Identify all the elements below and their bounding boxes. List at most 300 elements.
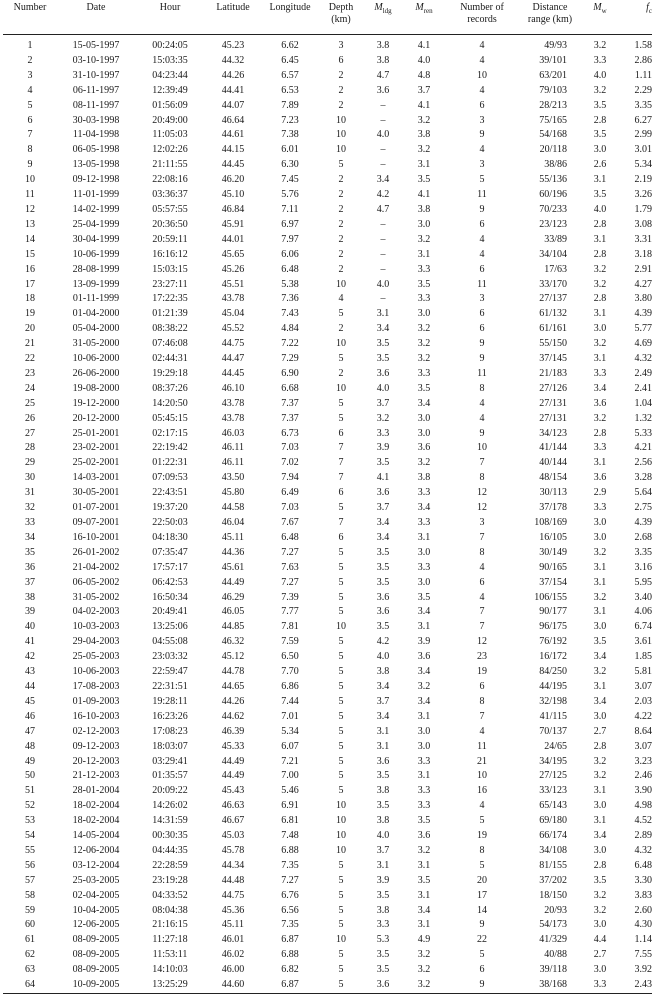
cell-distance: 34/108 (539, 844, 567, 856)
cell-hour: 22:08:16 (152, 174, 188, 186)
cell-depth: 7 (338, 442, 344, 454)
cell-records: 12 (477, 487, 487, 499)
cell-mren: 3.1 (417, 859, 431, 871)
cell-number: 15 (25, 248, 35, 260)
cell-fc: 5.95 (634, 576, 652, 588)
cell-depth: 10 (336, 621, 346, 633)
cell-fc: 2.43 (634, 979, 652, 991)
col-mren-subscript: ren (423, 7, 433, 15)
cell-longitude: 6.86 (281, 680, 299, 692)
col-records-line1: Number of (460, 2, 504, 13)
cell-mw: 3.2 (593, 412, 607, 424)
cell-depth: 3 (338, 40, 344, 51)
cell-latitude: 45.91 (221, 218, 245, 230)
cell-depth: 6 (338, 427, 344, 439)
cell-number: 45 (25, 695, 35, 707)
cell-longitude: 6.49 (281, 487, 299, 499)
cell-date: 25-02-2001 (72, 457, 120, 469)
cell-latitude: 44.75 (221, 338, 245, 350)
cell-mldg: 3.6 (376, 606, 390, 618)
cell-depth: 6 (338, 531, 344, 543)
cell-latitude: 44.34 (221, 859, 245, 871)
table-row (3, 680, 652, 695)
cell-date: 18-02-2004 (72, 800, 120, 812)
cell-records: 22 (477, 934, 487, 946)
cell-hour: 03:29:41 (152, 755, 188, 767)
cell-distance: 41/115 (539, 710, 567, 722)
cell-mldg: 3.5 (376, 546, 390, 558)
cell-mren: 3.2 (417, 844, 431, 856)
cell-mldg: 4.1 (376, 472, 390, 484)
cell-fc: 3.90 (634, 785, 652, 797)
cell-date: 13-05-1998 (72, 159, 120, 171)
cell-mw: 2.8 (593, 248, 607, 260)
cell-number: 57 (25, 874, 35, 886)
cell-latitude: 46.39 (221, 725, 245, 737)
cell-records: 11 (477, 189, 487, 201)
cell-fc: 8.64 (634, 725, 652, 737)
cell-fc: 3.40 (634, 591, 652, 603)
cell-distance: 90/165 (539, 561, 567, 573)
cell-longitude: 7.27 (281, 576, 299, 588)
table-row (3, 337, 652, 352)
cell-mldg: 3.5 (376, 457, 390, 469)
cell-distance: 37/154 (539, 576, 567, 588)
cell-date: 21-04-2002 (72, 561, 120, 573)
cell-date: 10-03-2003 (72, 621, 120, 633)
cell-mldg: 3.6 (376, 755, 390, 767)
cell-depth: 5 (338, 680, 344, 692)
cell-hour: 22:43:51 (152, 487, 188, 499)
cell-distance: 54/173 (539, 919, 567, 931)
cell-date: 29-04-2003 (72, 636, 120, 648)
cell-distance: 33/123 (539, 785, 567, 797)
cell-records: 5 (479, 949, 485, 961)
cell-records: 8 (479, 695, 485, 707)
cell-mldg: 5.3 (376, 934, 390, 946)
cell-hour: 16:23:26 (152, 710, 188, 722)
cell-longitude: 6.56 (281, 904, 299, 916)
cell-depth: 5 (338, 889, 344, 901)
cell-distance: 27/137 (539, 293, 567, 305)
cell-records: 9 (479, 203, 485, 215)
cell-hour: 04:18:30 (152, 531, 188, 543)
cell-mren: 3.1 (417, 770, 431, 782)
cell-records: 4 (479, 54, 485, 66)
cell-hour: 00:24:05 (152, 40, 188, 51)
cell-latitude: 45.11 (221, 531, 245, 543)
table-row (3, 486, 652, 501)
cell-number: 13 (25, 218, 35, 230)
cell-date: 19-08-2000 (72, 382, 120, 394)
cell-mw: 3.5 (593, 189, 607, 201)
cell-mldg: 3.4 (376, 680, 390, 692)
cell-depth: 2 (338, 218, 344, 230)
cell-date: 10-06-2000 (72, 353, 120, 365)
cell-records: 6 (479, 323, 485, 335)
cell-longitude: 5.38 (281, 278, 299, 290)
cell-number: 50 (25, 770, 35, 782)
cell-mw: 3.1 (593, 457, 607, 469)
table-body (3, 35, 652, 994)
cell-fc: 2.75 (634, 502, 652, 514)
cell-distance: 33/89 (544, 233, 567, 245)
cell-mw: 3.1 (593, 233, 607, 245)
cell-longitude: 6.48 (281, 263, 299, 275)
cell-number: 6 (27, 114, 33, 126)
cell-longitude: 7.43 (281, 308, 299, 320)
cell-number: 47 (25, 725, 35, 737)
cell-date: 25-01-2001 (72, 427, 120, 439)
cell-longitude: 6.68 (281, 382, 299, 394)
cell-longitude: 5.34 (281, 725, 299, 737)
cell-distance: 23/123 (539, 218, 567, 230)
cell-latitude: 45.23 (221, 40, 245, 51)
table-row (3, 397, 652, 412)
cell-mw: 3.1 (593, 561, 607, 573)
cell-number: 52 (25, 800, 35, 812)
cell-depth: 10 (336, 815, 346, 827)
cell-mldg: 3.5 (376, 964, 390, 976)
cell-fc: 4.69 (634, 338, 652, 350)
table-row (3, 576, 652, 591)
cell-hour: 22:31:51 (152, 680, 188, 692)
cell-records: 14 (477, 904, 487, 916)
cell-latitude: 46.84 (221, 203, 245, 215)
cell-mldg: 3.6 (376, 591, 390, 603)
cell-distance: 70/137 (539, 725, 567, 737)
cell-longitude: 6.73 (281, 427, 299, 439)
table-row (3, 963, 652, 978)
cell-date: 19-12-2000 (72, 397, 120, 409)
cell-mw: 3.0 (593, 710, 607, 722)
cell-latitude: 45.78 (221, 844, 245, 856)
table-row (3, 352, 652, 367)
cell-longitude: 7.39 (281, 591, 299, 603)
cell-records: 4 (479, 248, 485, 260)
table-row (3, 278, 652, 293)
cell-longitude: 7.77 (281, 606, 299, 618)
cell-mren: 3.2 (417, 979, 431, 991)
table-row (3, 710, 652, 725)
cell-mw: 3.0 (593, 844, 607, 856)
cell-records: 10 (477, 770, 487, 782)
cell-mw: 3.3 (593, 502, 607, 514)
cell-mw: 2.8 (593, 218, 607, 230)
cell-mren: 3.7 (417, 84, 431, 96)
cell-date: 25-05-2003 (72, 651, 120, 663)
cell-fc: 1.85 (634, 651, 652, 663)
table-row (3, 933, 652, 948)
cell-mw: 2.7 (593, 949, 607, 961)
cell-date: 01-04-2000 (72, 308, 120, 320)
cell-longitude: 7.03 (281, 502, 299, 514)
cell-number: 21 (25, 338, 35, 350)
cell-date: 28-01-2004 (72, 785, 120, 797)
cell-depth: 10 (336, 338, 346, 350)
table-row (3, 188, 652, 203)
cell-date: 14-05-2004 (72, 830, 120, 842)
cell-mldg: 3.4 (376, 323, 390, 335)
cell-mren: 4.8 (417, 69, 431, 81)
cell-fc: 1.79 (634, 203, 652, 215)
cell-latitude: 44.07 (221, 99, 245, 111)
cell-number: 9 (27, 159, 33, 171)
cell-longitude: 7.35 (281, 859, 299, 871)
cell-date: 01-11-1999 (72, 293, 120, 305)
cell-depth: 5 (338, 979, 344, 991)
cell-depth: 7 (338, 517, 344, 528)
cell-number: 39 (25, 606, 35, 618)
cell-number: 14 (25, 233, 35, 245)
cell-mldg: 4.7 (376, 69, 390, 81)
table-row (3, 143, 652, 158)
col-number: Number (13, 2, 47, 13)
cell-longitude: 6.87 (281, 934, 299, 946)
cell-longitude: 7.22 (281, 338, 299, 350)
cell-mldg: 3.2 (376, 412, 390, 424)
col-latitude: Latitude (216, 2, 250, 13)
cell-mw: 3.2 (593, 889, 607, 901)
cell-date: 23-02-2001 (72, 442, 120, 454)
cell-depth: 5 (338, 949, 344, 961)
cell-mw: 3.6 (593, 397, 607, 409)
table-row (3, 650, 652, 665)
cell-records: 17 (477, 889, 487, 901)
col-depth-unit: (km) (331, 14, 351, 25)
cell-depth: 5 (338, 964, 344, 976)
cell-records: 6 (479, 263, 485, 275)
cell-date: 25-04-1999 (72, 218, 120, 230)
cell-latitude: 44.49 (221, 576, 245, 588)
cell-records: 5 (479, 174, 485, 186)
cell-fc: 5.33 (634, 427, 652, 439)
cell-hour: 04:55:08 (152, 636, 188, 648)
cell-date: 08-09-2005 (72, 949, 120, 961)
table-row (3, 516, 652, 531)
cell-mw: 3.0 (593, 144, 607, 156)
cell-distance: 39/118 (539, 964, 567, 976)
table-row (3, 769, 652, 784)
table-row (3, 292, 652, 307)
cell-latitude: 45.80 (221, 487, 245, 499)
cell-number: 36 (25, 561, 35, 573)
cell-mldg: 4.0 (376, 129, 390, 141)
cell-mw: 3.3 (593, 367, 607, 379)
cell-fc: 2.99 (634, 129, 652, 141)
cell-fc: 2.89 (634, 830, 652, 842)
cell-mw: 3.5 (593, 99, 607, 111)
cell-number: 43 (25, 666, 35, 678)
cell-distance: 66/174 (539, 830, 567, 842)
cell-mren: 3.5 (417, 874, 431, 886)
cell-hour: 12:02:26 (152, 144, 188, 156)
cell-date: 25-03-2005 (72, 874, 120, 886)
cell-latitude: 46.32 (221, 636, 245, 648)
cell-longitude: 5.76 (281, 189, 299, 201)
cell-mw: 3.4 (593, 651, 607, 663)
cell-date: 10-09-2005 (72, 979, 120, 991)
cell-distance: 61/132 (539, 308, 567, 320)
cell-records: 4 (479, 591, 485, 603)
cell-hour: 07:09:53 (152, 472, 188, 484)
cell-distance: 61/161 (539, 323, 567, 335)
cell-date: 31-10-1997 (72, 69, 120, 81)
cell-longitude: 7.81 (281, 621, 299, 633)
cell-hour: 12:39:49 (152, 84, 188, 96)
cell-records: 4 (479, 800, 485, 812)
cell-depth: 10 (336, 129, 346, 141)
cell-hour: 04:23:44 (152, 69, 188, 81)
cell-mren: 3.4 (417, 606, 431, 618)
cell-mldg: 3.5 (376, 353, 390, 365)
cell-distance: 18/150 (539, 889, 567, 901)
cell-mw: 3.3 (593, 442, 607, 454)
cell-latitude: 45.11 (221, 919, 245, 931)
cell-date: 03-12-2004 (72, 859, 120, 871)
cell-mren: 3.0 (417, 740, 431, 752)
col-longitude: Longitude (269, 2, 311, 13)
cell-records: 3 (479, 114, 485, 126)
cell-records: 6 (479, 99, 485, 111)
cell-fc: 1.58 (634, 40, 652, 51)
cell-longitude: 7.89 (281, 99, 299, 111)
cell-records: 7 (479, 621, 485, 633)
cell-latitude: 46.03 (221, 427, 245, 439)
cell-depth: 5 (338, 412, 344, 424)
table-row (3, 874, 652, 889)
cell-distance: 106/155 (534, 591, 567, 603)
cell-longitude: 7.97 (281, 233, 299, 245)
cell-records: 4 (479, 40, 485, 51)
cell-fc: 4.32 (634, 353, 652, 365)
cell-date: 20-12-2000 (72, 412, 120, 424)
cell-mren: 3.2 (417, 457, 431, 469)
cell-hour: 15:03:35 (152, 54, 188, 66)
cell-depth: 5 (338, 397, 344, 409)
cell-mw: 4.4 (593, 934, 607, 946)
cell-distance: 69/180 (539, 815, 567, 827)
cell-date: 09-07-2001 (72, 517, 120, 528)
cell-hour: 14:10:03 (152, 964, 188, 976)
cell-longitude: 7.70 (281, 666, 299, 678)
cell-mldg: 3.5 (376, 576, 390, 588)
cell-longitude: 6.53 (281, 84, 299, 96)
cell-longitude: 6.97 (281, 218, 299, 230)
cell-hour: 19:28:11 (152, 695, 188, 707)
cell-fc: 4.27 (634, 278, 652, 290)
cell-records: 8 (479, 472, 485, 484)
cell-mren: 3.8 (417, 129, 431, 141)
col-records (445, 2, 519, 35)
cell-mren: 3.2 (417, 233, 431, 245)
cell-fc: 3.35 (634, 99, 652, 111)
table-row (3, 844, 652, 859)
cell-date: 10-06-1999 (72, 248, 120, 260)
cell-latitude: 45.61 (221, 561, 245, 573)
cell-fc: 3.01 (634, 144, 652, 156)
cell-hour: 17:08:23 (152, 725, 188, 737)
cell-records: 9 (479, 919, 485, 931)
cell-mw: 3.5 (593, 636, 607, 648)
cell-depth: 5 (338, 651, 344, 663)
cell-fc: 3.30 (634, 874, 652, 886)
cell-records: 4 (479, 144, 485, 156)
cell-mren: 3.2 (417, 144, 431, 156)
cell-latitude: 44.15 (221, 144, 245, 156)
cell-mldg: 3.7 (376, 844, 390, 856)
cell-longitude: 6.07 (281, 740, 299, 752)
cell-mw: 3.3 (593, 979, 607, 991)
table-row (3, 412, 652, 427)
cell-distance: 40/144 (539, 457, 567, 469)
cell-hour: 07:35:47 (152, 546, 188, 558)
cell-records: 11 (477, 367, 487, 379)
cell-hour: 20:59:11 (152, 233, 188, 245)
cell-hour: 04:44:35 (152, 844, 188, 856)
cell-distance: 17/63 (544, 263, 567, 275)
cell-mldg: – (380, 218, 386, 230)
cell-latitude: 44.45 (221, 367, 245, 379)
cell-hour: 01:22:31 (152, 457, 188, 469)
col-depth-label: Depth (328, 2, 354, 13)
cell-hour: 18:03:07 (152, 740, 188, 752)
cell-latitude: 46.00 (221, 964, 245, 976)
cell-mldg: 4.0 (376, 382, 390, 394)
cell-latitude: 44.48 (221, 874, 245, 886)
cell-records: 6 (479, 308, 485, 320)
cell-mldg: 3.7 (376, 397, 390, 409)
cell-longitude: 6.81 (281, 815, 299, 827)
col-hour: Hour (159, 2, 181, 13)
cell-mren: 3.2 (417, 949, 431, 961)
cell-date: 03-10-1997 (72, 54, 120, 66)
table-row (3, 471, 652, 486)
cell-number: 48 (25, 740, 35, 752)
cell-date: 16-10-2003 (72, 710, 120, 722)
cell-hour: 22:50:03 (152, 517, 188, 528)
cell-longitude: 7.37 (281, 397, 299, 409)
cell-mw: 3.2 (593, 546, 607, 558)
cell-records: 8 (479, 382, 485, 394)
cell-mldg: 3.4 (376, 710, 390, 722)
table-row (3, 263, 652, 278)
cell-mw: 3.2 (593, 278, 607, 290)
cell-number: 51 (25, 785, 35, 797)
cell-mw: 2.8 (593, 859, 607, 871)
cell-depth: 10 (336, 800, 346, 812)
cell-hour: 20:36:50 (152, 218, 188, 230)
cell-fc: 4.39 (634, 308, 652, 320)
cell-depth: 10 (336, 144, 346, 156)
cell-longitude: 6.88 (281, 844, 299, 856)
cell-date: 28-08-1999 (72, 263, 120, 275)
cell-depth: 2 (338, 174, 344, 186)
cell-mw: 3.5 (593, 874, 607, 886)
cell-longitude: 7.02 (281, 457, 299, 469)
cell-latitude: 44.32 (221, 54, 245, 66)
cell-mw: 3.2 (593, 770, 607, 782)
cell-fc: 3.83 (634, 889, 652, 901)
cell-records: 4 (479, 397, 485, 409)
cell-hour: 16:16:12 (152, 248, 188, 260)
cell-longitude: 7.23 (281, 114, 299, 126)
cell-latitude: 46.63 (221, 800, 245, 812)
cell-mldg: – (380, 263, 386, 275)
cell-records: 4 (479, 84, 485, 96)
cell-number: 60 (25, 919, 35, 931)
cell-longitude: 6.30 (281, 159, 299, 171)
